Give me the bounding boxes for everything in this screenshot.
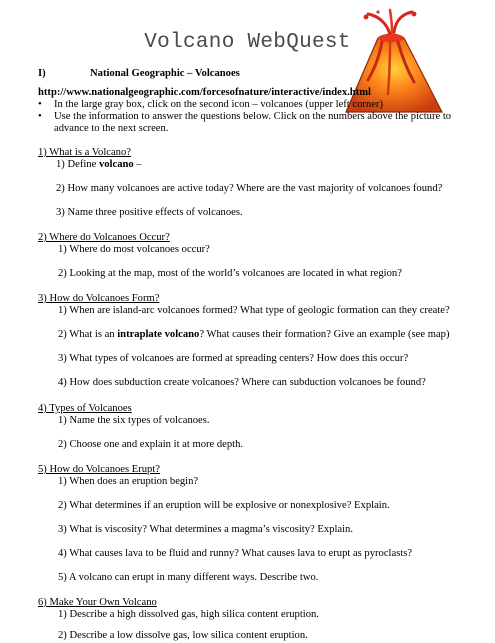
- question: 3) Name three positive effects of volcanoes.: [56, 207, 243, 218]
- question: 1) Describe a high dissolved gas, high silica content eruption.: [58, 609, 319, 620]
- question: 1) Where do most volcanoes occur?: [58, 244, 210, 255]
- question: 1) When does an eruption begin?: [58, 476, 199, 487]
- page-title: Volcano WebQuest: [144, 31, 351, 54]
- question: 3) What types of volcanoes are formed at spreading centers? How does this occur?: [58, 353, 409, 364]
- section-heading: 1) What is a Volcano?: [38, 147, 131, 158]
- bullet-icon: •: [38, 99, 42, 110]
- source-url[interactable]: http://www.nationalgeographic.com/forcesofnature/interactive/index.html: [38, 87, 371, 98]
- question: 1) Name the six types of volcanoes.: [58, 415, 210, 426]
- section-heading: 2) Where do Volcanoes Occur?: [38, 232, 170, 243]
- bullet-item: • Use the information to answer the questions below. Click on the numbers above the picture to: [38, 111, 452, 122]
- question: 2) What is an intraplate volcano? What causes their formation? Give an example (see map): [58, 329, 450, 340]
- question: 1) Define volcano –: [56, 159, 142, 170]
- question: 5) A volcano can erupt in many different ways. Describe two.: [58, 572, 319, 583]
- question: 2) Looking at the map, most of the world’s volcanoes are located in what region?: [58, 268, 402, 279]
- bullet-item: • In the large gray box, click on the second icon – volcanoes (upper left corner): [38, 99, 383, 110]
- question: 2) How many volcanoes are active today? Where are the vast majority of volcanoes found?: [56, 183, 443, 194]
- section-heading: 4) Types of Volcanoes: [38, 403, 132, 414]
- question: 4) How does subduction create volcanoes? Where can subduction volcanoes be found?: [58, 377, 426, 388]
- question: 3) What is viscosity? What determines a magma’s viscosity? Explain.: [58, 524, 353, 535]
- section-heading: 3) How do Volcanoes Form?: [38, 293, 160, 304]
- section-heading: 5) How do Volcanoes Erupt?: [38, 464, 161, 475]
- question: 4) What causes lava to be fluid and runny? What causes lava to erupt as pyroclasts?: [58, 548, 413, 559]
- question: 1) When are island-arc volcanoes formed? What type of geologic formation can they create?: [58, 305, 450, 316]
- part-heading: National Geographic – Volcanoes: [90, 68, 240, 79]
- bullet-item-continuation: advance to the next screen.: [54, 123, 169, 134]
- question: 2) What determines if an eruption will be explosive or nonexplosive? Explain.: [58, 500, 390, 511]
- bullet-icon: •: [38, 111, 42, 122]
- section-heading: 6) Make Your Own Volcano: [38, 597, 157, 608]
- question: 2) Describe a low dissolve gas, low silica content eruption.: [58, 630, 308, 641]
- question: 2) Choose one and explain it at more depth.: [58, 439, 244, 450]
- part-number: I): [38, 68, 46, 79]
